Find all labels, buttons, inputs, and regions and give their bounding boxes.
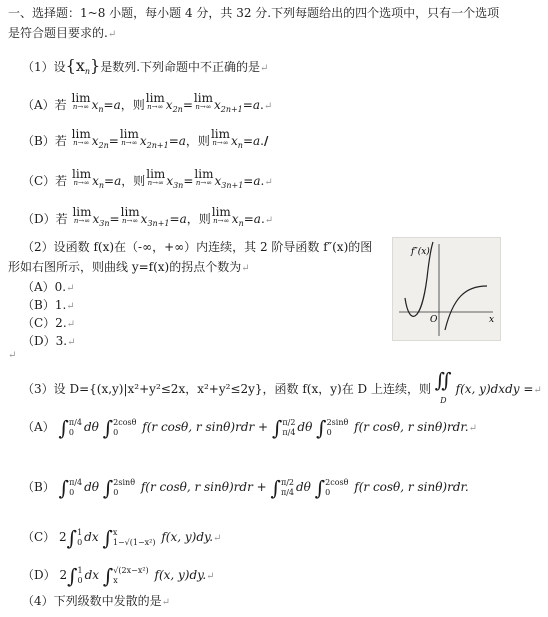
q2-stem-line1: （2）设函数 f(x)在（-∞，+∞）内连续，其 2 阶导函数 f″(x)的图 xyxy=(22,240,373,254)
q2-option-b: （B）1.↵ xyxy=(22,298,75,312)
q1-option-a: （A）若 lim n→∞ $x_n=a$，则 lim n→∞ $x_{2n}=$ lim n→∞ $x_{2n+1}=a.↵$ xyxy=(22,91,273,114)
q3-stem: （3）设 D={(x,y)|x²+y²≤2x，x²+y²≤2y}，函数 f(x，y)在 D 上连续，则 ∬ D f(x, y)dxdy =↵ xyxy=(22,368,542,405)
q3-option-b: （B） ∫π/4 0 dθ ∫2sinθ 0 f(r cosθ, r sinθ)rdr + ∫π/2 π/4 dθ ∫2cosθ 0 f(r cosθ, r sinθ)rdr. xyxy=(22,476,469,500)
q3-option-a: （A） ∫π/4 0 dθ ∫2cosθ 0 f(r cosθ, r sinθ)rdr + ∫π/2 π/4 dθ ∫2sinθ 0 f(r cosθ, r sinθ)rdr.↵ xyxy=(22,416,477,440)
figure-ylabel: f″(x) xyxy=(411,247,430,257)
q1-stem: （1）设$\{x_n\}$是数列.下列命题中不正确的是↵ xyxy=(22,56,269,76)
paragraph-mark: ↵ xyxy=(8,350,17,361)
q1-option-d: （D）若 lim n→∞ $x_{3n}=$ lim n→∞ $x_{3n+1}=a$，则 lim n→∞ $x_n=a.↵$ xyxy=(22,205,274,228)
q3-option-d: （D） 2∫1 0 dx ∫√(2x−x²) x f(x, y)dy.↵ xyxy=(22,564,215,588)
section-heading-line1: 一、选择题：1~8 小题，每小题 4 分，共 32 分.下列每题给出的四个选项中，只有一个选项 xyxy=(8,6,500,20)
figure-origin: O xyxy=(430,315,438,325)
q2-option-c: （C）2.↵ xyxy=(22,316,76,330)
q4-stem: （4）下列级数中发散的是↵ xyxy=(22,594,171,608)
double-integral-sign: ∬ xyxy=(434,368,452,392)
second-derivative-figure xyxy=(392,237,501,341)
q2-stem-line2: 形如右图所示，则曲线 y=f(x)的拐点个数为↵ xyxy=(8,260,250,274)
q1-option-c: （C）若 lim n→∞ $x_n=a$，则 lim n→∞ $x_{3n}=$ lim n→∞ $x_{3n+1}=a.↵$ xyxy=(22,167,273,190)
q3-option-c: （C） 2∫1 0 dx ∫x 1−√(1−x²) f(x, y)dy.↵ xyxy=(22,526,222,550)
q1-option-b: （B）若 lim n→∞ $x_{2n}=$ lim n→∞ $x_{2n+1}=a$，则 lim n→∞ $x_n=a./$ xyxy=(22,127,269,150)
q2-option-d: （D）3.↵ xyxy=(22,334,76,348)
q2-option-a: （A）0.↵ xyxy=(22,280,75,294)
curve-right-branch xyxy=(445,286,487,330)
second-derivative-graph xyxy=(393,238,500,340)
section-heading-line2: 是符合题目要求的.↵ xyxy=(8,26,117,40)
figure-xlabel: x xyxy=(489,315,495,325)
